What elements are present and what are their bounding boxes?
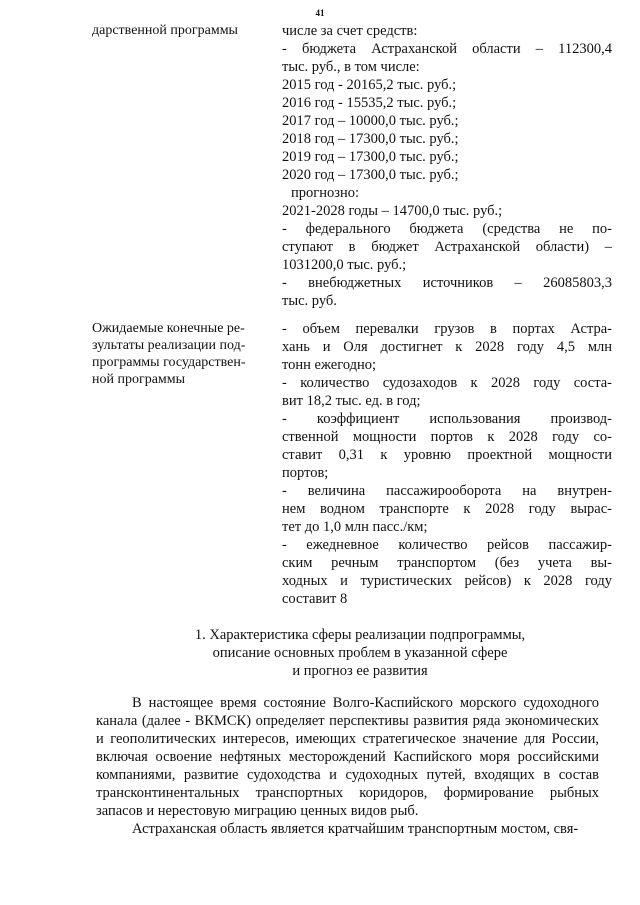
value-line: прогнозно: (291, 185, 359, 201)
value-line: - федерального бюджета (средства не по- (282, 221, 612, 237)
value-line: 1031200,0 тыс. руб.; (282, 257, 407, 273)
heading-line: и прогноз ее развития (292, 663, 428, 679)
value-line: нем водном транспорте к 2028 году вырас- (282, 501, 612, 517)
value-line: 2017 год – 10000,0 тыс. руб.; (282, 113, 459, 129)
value-line: 2021-2028 годы – 14700,0 тыс. руб.; (282, 203, 503, 219)
value-line: портов; (282, 465, 329, 481)
value-line: тет до 1,0 млн пасс./км; (282, 519, 428, 535)
passport-table (92, 22, 612, 608)
value-line: тыс. руб. (282, 293, 337, 309)
value-line: - величина пассажирооборота на внутрен- (282, 483, 612, 499)
value-line: - внебюджетных источников – 26085803,3 (282, 275, 612, 291)
value-line: 2016 год - 15535,2 тыс. руб.; (282, 95, 457, 111)
value-line: составит 8 (282, 591, 348, 607)
value-line: - количество судозаходов к 2028 году соста- (282, 375, 612, 391)
value-line: вит 18,2 тыс. ед. в год; (282, 393, 421, 409)
paragraph: В настоящее время состояние Волго-Каспийского морского судоходного канала (далее - ВКМСК) определяет перспективы развития ряда экономических и геополитических интересов, имеющих стратегическое значение для России, включая освоение нефтяных месторождений Каспийского моря российскими компаниями, развитие судоходства и судоходных путей, входящих в состав трансконтинентальных транспортных коридоров, формирование рыбных запасов и нерестовую миграцию ценных видов рыб. (96, 695, 599, 819)
value-line: тонн ежегодно; (282, 357, 377, 373)
value-line: ступают в бюджет Астраханской области) – (282, 239, 612, 255)
value-line: 2018 год – 17300,0 тыс. руб.; (282, 131, 459, 147)
page-number: 41 (315, 8, 325, 18)
paragraph: Астраханская область является кратчайшим транспортным мостом, свя- (132, 821, 579, 837)
table-row-results (92, 320, 612, 608)
heading-line: описание основных проблем в указанной сфере (212, 645, 508, 661)
label-line: зультаты реализации под- (92, 338, 246, 353)
section-body (96, 694, 599, 838)
value-line: - коэффициент использования производ- (282, 411, 612, 427)
heading-line: 1. Характеристика сферы реализации подпрограммы, (194, 627, 526, 643)
row-label (92, 22, 282, 310)
row-value (282, 22, 612, 310)
label-line: Ожидаемые конечные ре- (92, 321, 245, 336)
section-heading (140, 626, 580, 680)
row-value (282, 320, 612, 608)
value-line: 2020 год – 17300,0 тыс. руб.; (282, 167, 459, 183)
label-line: дарственной программы (92, 23, 238, 38)
row-label (92, 320, 282, 608)
label-line: ной программы (92, 372, 186, 387)
value-line: числе за счет средств: (282, 23, 418, 39)
value-line: 2015 год - 20165,2 тыс. руб.; (282, 77, 457, 93)
value-line: - бюджета Астраханской области – 112300,4 (282, 41, 612, 57)
table-row-funding (92, 22, 612, 310)
value-line: ставит 0,31 к уровню проектной мощности (282, 447, 612, 463)
value-line: ходных и туристических рейсов) к 2028 году (282, 573, 612, 589)
label-line: программы государствен- (92, 355, 246, 370)
value-line: ским речным транспортом (без учета вы- (282, 555, 612, 571)
value-line: ственной мощности портов к 2028 году со- (282, 429, 612, 445)
value-line: хань и Оля достигнет к 2028 году 4,5 млн (282, 339, 612, 355)
value-line: 2019 год – 17300,0 тыс. руб.; (282, 149, 459, 165)
value-line: тыс. руб., в том числе: (282, 59, 420, 75)
value-line: - объем перевалки грузов в портах Астра- (282, 321, 612, 337)
value-line: - ежедневное количество рейсов пассажир- (282, 537, 612, 553)
